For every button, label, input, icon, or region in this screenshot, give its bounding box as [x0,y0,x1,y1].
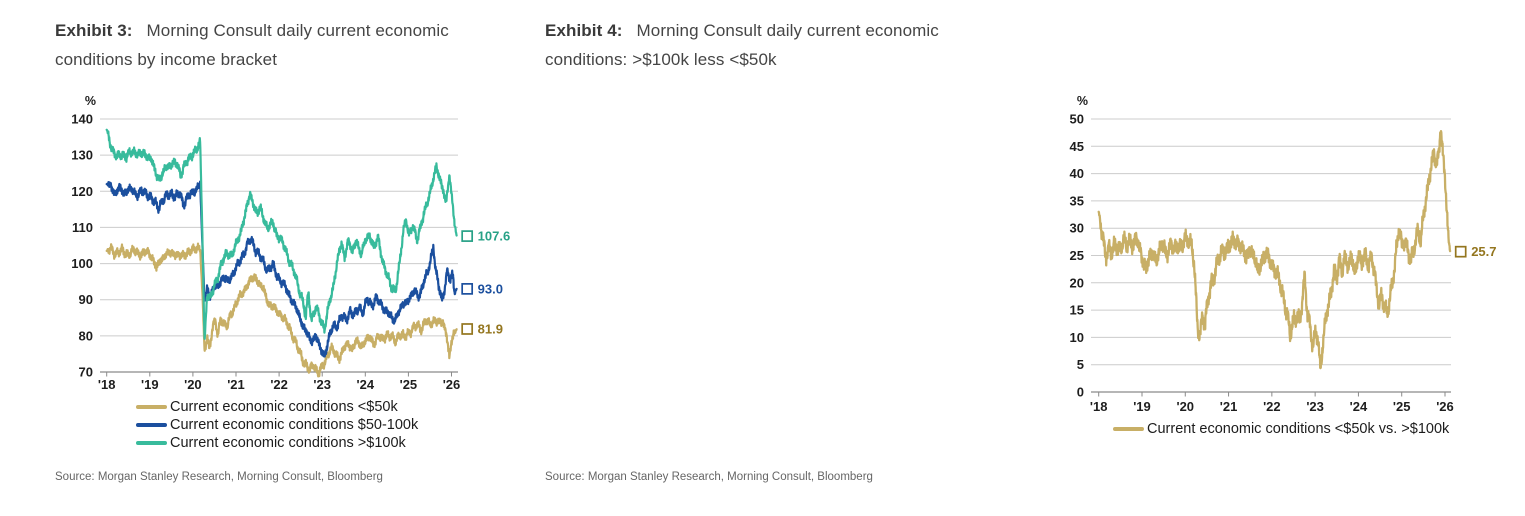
exhibit4-source-note: Source: Morgan Stanley Research, Morning Consult, Bloomberg [545,471,873,483]
svg-text:107.6: 107.6 [477,228,511,244]
svg-text:80: 80 [78,328,93,344]
svg-text:0: 0 [1076,384,1084,400]
legend-swatch-under-50k [136,405,167,409]
legend-swatch-over-100k [136,441,167,445]
exhibit3-legend [60,398,418,452]
svg-text:20: 20 [1069,275,1084,291]
legend-item-under-50k [136,398,418,416]
svg-text:'22: '22 [1263,399,1281,414]
svg-text:100: 100 [71,256,93,272]
legend-item-diff [1113,420,1449,438]
svg-text:10: 10 [1069,329,1084,345]
legend-label-diff: Current economic conditions <$50k vs. >$100k [1147,421,1450,437]
svg-text:15: 15 [1069,302,1084,318]
svg-text:'18: '18 [1089,399,1108,414]
exhibit4-label: Exhibit 4: [545,21,623,40]
svg-text:'19: '19 [1133,399,1151,414]
svg-text:25: 25 [1069,248,1084,263]
svg-text:130: 130 [71,147,93,163]
svg-text:70: 70 [78,364,93,380]
legend-item-50-100k [136,416,418,434]
svg-text:45: 45 [1069,138,1084,154]
svg-text:'26: '26 [1436,399,1454,414]
legend-label-over-100k: Current economic conditions >$100k [170,435,406,451]
exhibit4-line-chart [1060,90,1525,420]
svg-text:'21: '21 [227,377,245,392]
svg-text:'22: '22 [270,377,288,392]
svg-text:'24: '24 [356,377,375,392]
legend-label-50-100k: Current economic conditions $50-100k [170,417,419,433]
exhibit4-legend [1060,420,1449,438]
svg-text:81.9: 81.9 [477,321,503,337]
svg-text:25.7: 25.7 [1471,244,1497,260]
svg-text:90: 90 [78,292,93,308]
exhibit3-title-text: Morning Consult daily current economic conditions by income bracket [55,21,449,69]
exhibit3-label: Exhibit 3: [55,21,133,40]
svg-text:110: 110 [72,219,93,235]
legend-label-under-50k: Current economic conditions <$50k [170,399,398,415]
svg-text:'23: '23 [1306,399,1324,414]
exhibit3-line-chart [60,90,535,400]
svg-text:'26: '26 [442,377,461,392]
legend-swatch-diff [1113,427,1144,431]
svg-text:'18: '18 [97,377,116,392]
legend-item-over-100k [136,434,418,452]
exhibit4-title [545,16,1000,74]
svg-text:5: 5 [1076,357,1084,373]
exhibit3-title [55,16,500,74]
svg-text:35: 35 [1069,193,1084,209]
svg-text:30: 30 [1069,220,1084,236]
svg-text:140: 140 [71,111,93,127]
svg-text:'21: '21 [1219,399,1238,414]
exhibit3-source-note: Source: Morgan Stanley Research, Morning Consult, Bloomberg [55,471,383,483]
svg-text:50: 50 [1069,111,1084,127]
svg-text:'19: '19 [141,377,159,392]
svg-text:%: % [1076,94,1088,108]
svg-text:40: 40 [1069,166,1084,182]
svg-text:'20: '20 [184,377,202,392]
exhibit4-title-text: Morning Consult daily current economic conditions: >$100k less <$50k [545,21,939,69]
svg-text:'20: '20 [1176,399,1195,414]
svg-text:'25: '25 [1392,399,1411,414]
svg-text:'23: '23 [313,377,331,392]
svg-text:%: % [84,94,96,108]
svg-text:120: 120 [71,183,93,199]
legend-swatch-50-100k [136,423,167,427]
svg-text:93.0: 93.0 [477,281,503,297]
svg-text:'24: '24 [1349,399,1368,414]
svg-text:'25: '25 [399,377,418,392]
